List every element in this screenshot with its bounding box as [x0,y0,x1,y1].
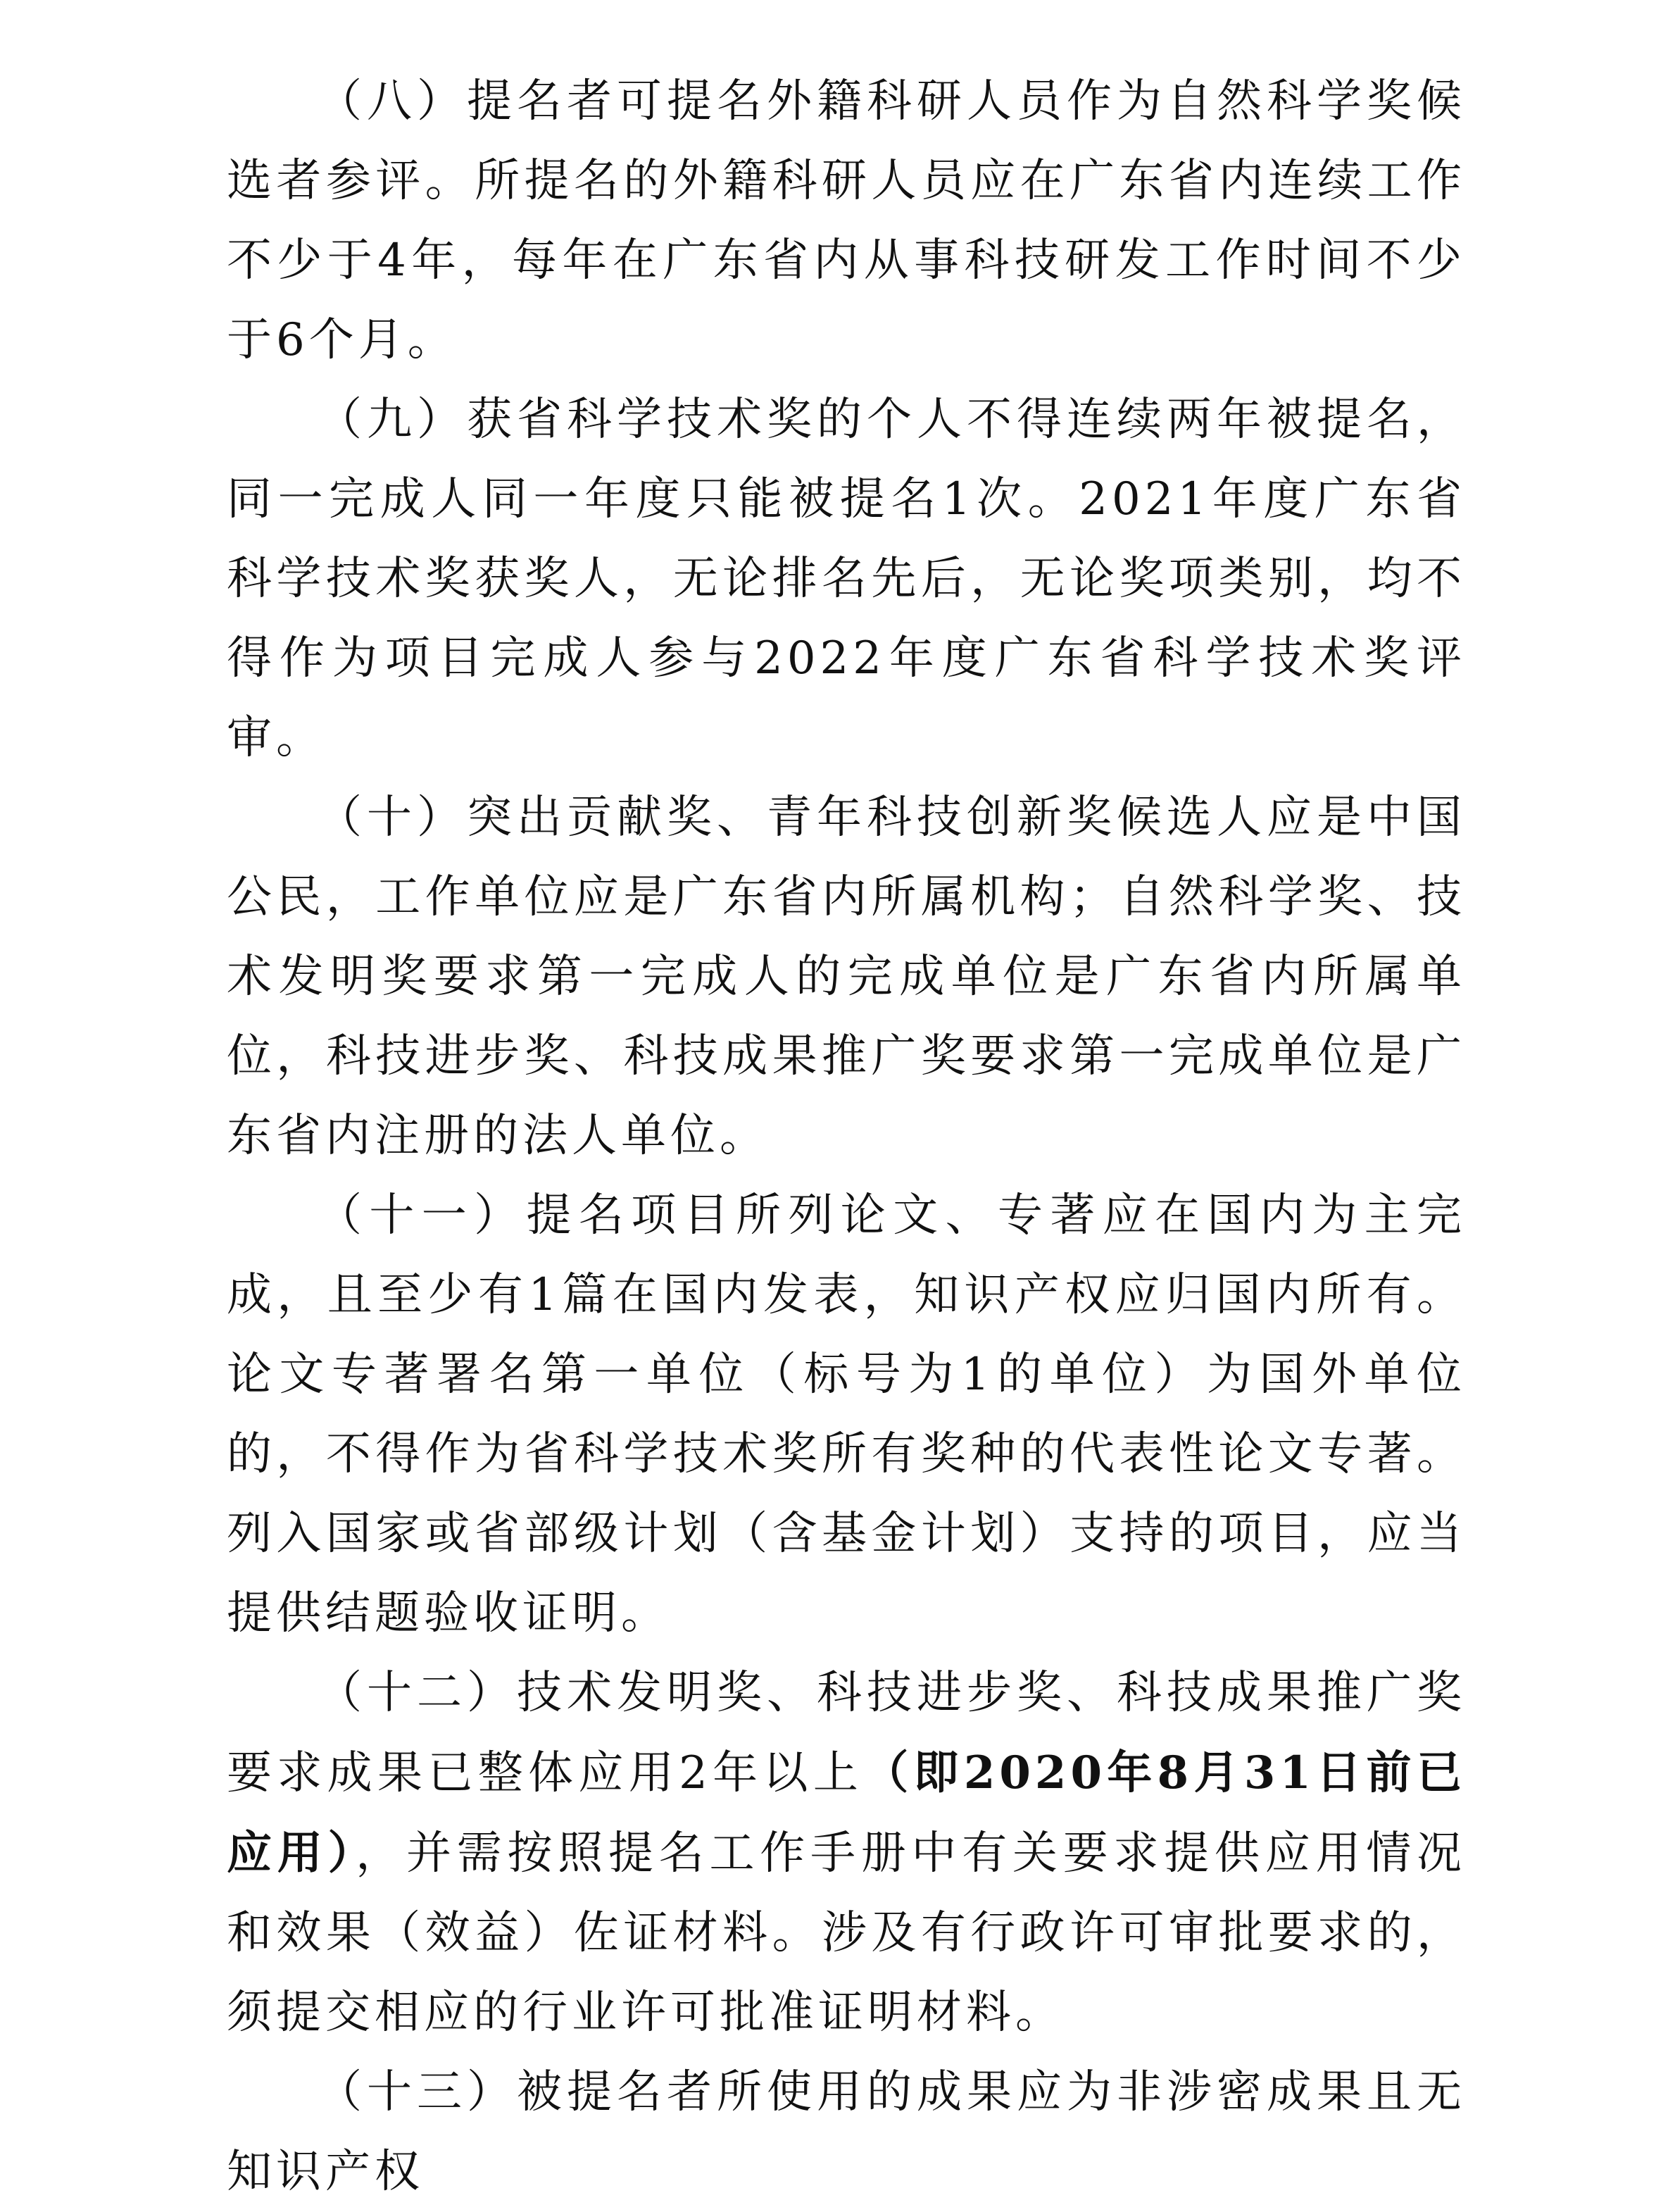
paragraph-12 [227,1654,1466,2053]
document-body [227,62,1466,2212]
paragraph-12-text-after: ，并需按照提名工作手册中有关要求提供应用情况和效果（效益）佐证材料。涉及有行政许可审批要求的，须提交相应的行业许可批准证明材料。 [227,1827,1466,2039]
paragraph-12-bold-date: （即2020年8月31日前已应用） [227,1747,1466,1880]
paragraph-9: （九）获省科学技术奖的个人不得连续两年被提名，同一完成人同一年度只能被提名1次。2021年度广东省科学技术奖获奖人，无论排名先后，无论奖项类别，均不得作为项目完成人参与2022年度广东省科学技术奖评审。 [227,394,1466,764]
paragraph-11: （十一）提名项目所列论文、专著应在国内为主完成，且至少有1篇在国内发表，知识产权应归国内所有。论文专著署名第一单位（标号为1的单位）为国外单位的，不得作为省科学技术奖所有奖种的代表性论文专著。列入国家或省部级计划（含基金计划）支持的项目，应当提供结题验收证明。 [227,1189,1466,1639]
paragraph-12-text-before: （十二）技术发明奖、科技进步奖、科技成果推广奖要求成果已整体应用2年以上 [227,1667,1466,1799]
paragraph-10: （十）突出贡献奖、青年科技创新奖候选人应是中国公民，工作单位应是广东省内所属机构；自然科学奖、技术发明奖要求第一完成人的完成单位是广东省内所属单位，科技进步奖、科技成果推广奖要求第一完成单位是广东省内注册的法人单位。 [227,792,1466,1162]
paragraph-8: （八）提名者可提名外籍科研人员作为自然科学奖候选者参评。所提名的外籍科研人员应在广东省内连续工作不少于4年，每年在广东省内从事科技研发工作时间不少于6个月。 [227,75,1466,366]
paragraph-13: （十三）被提名者所使用的成果应为非涉密成果且无知识产权 [227,2066,1466,2198]
